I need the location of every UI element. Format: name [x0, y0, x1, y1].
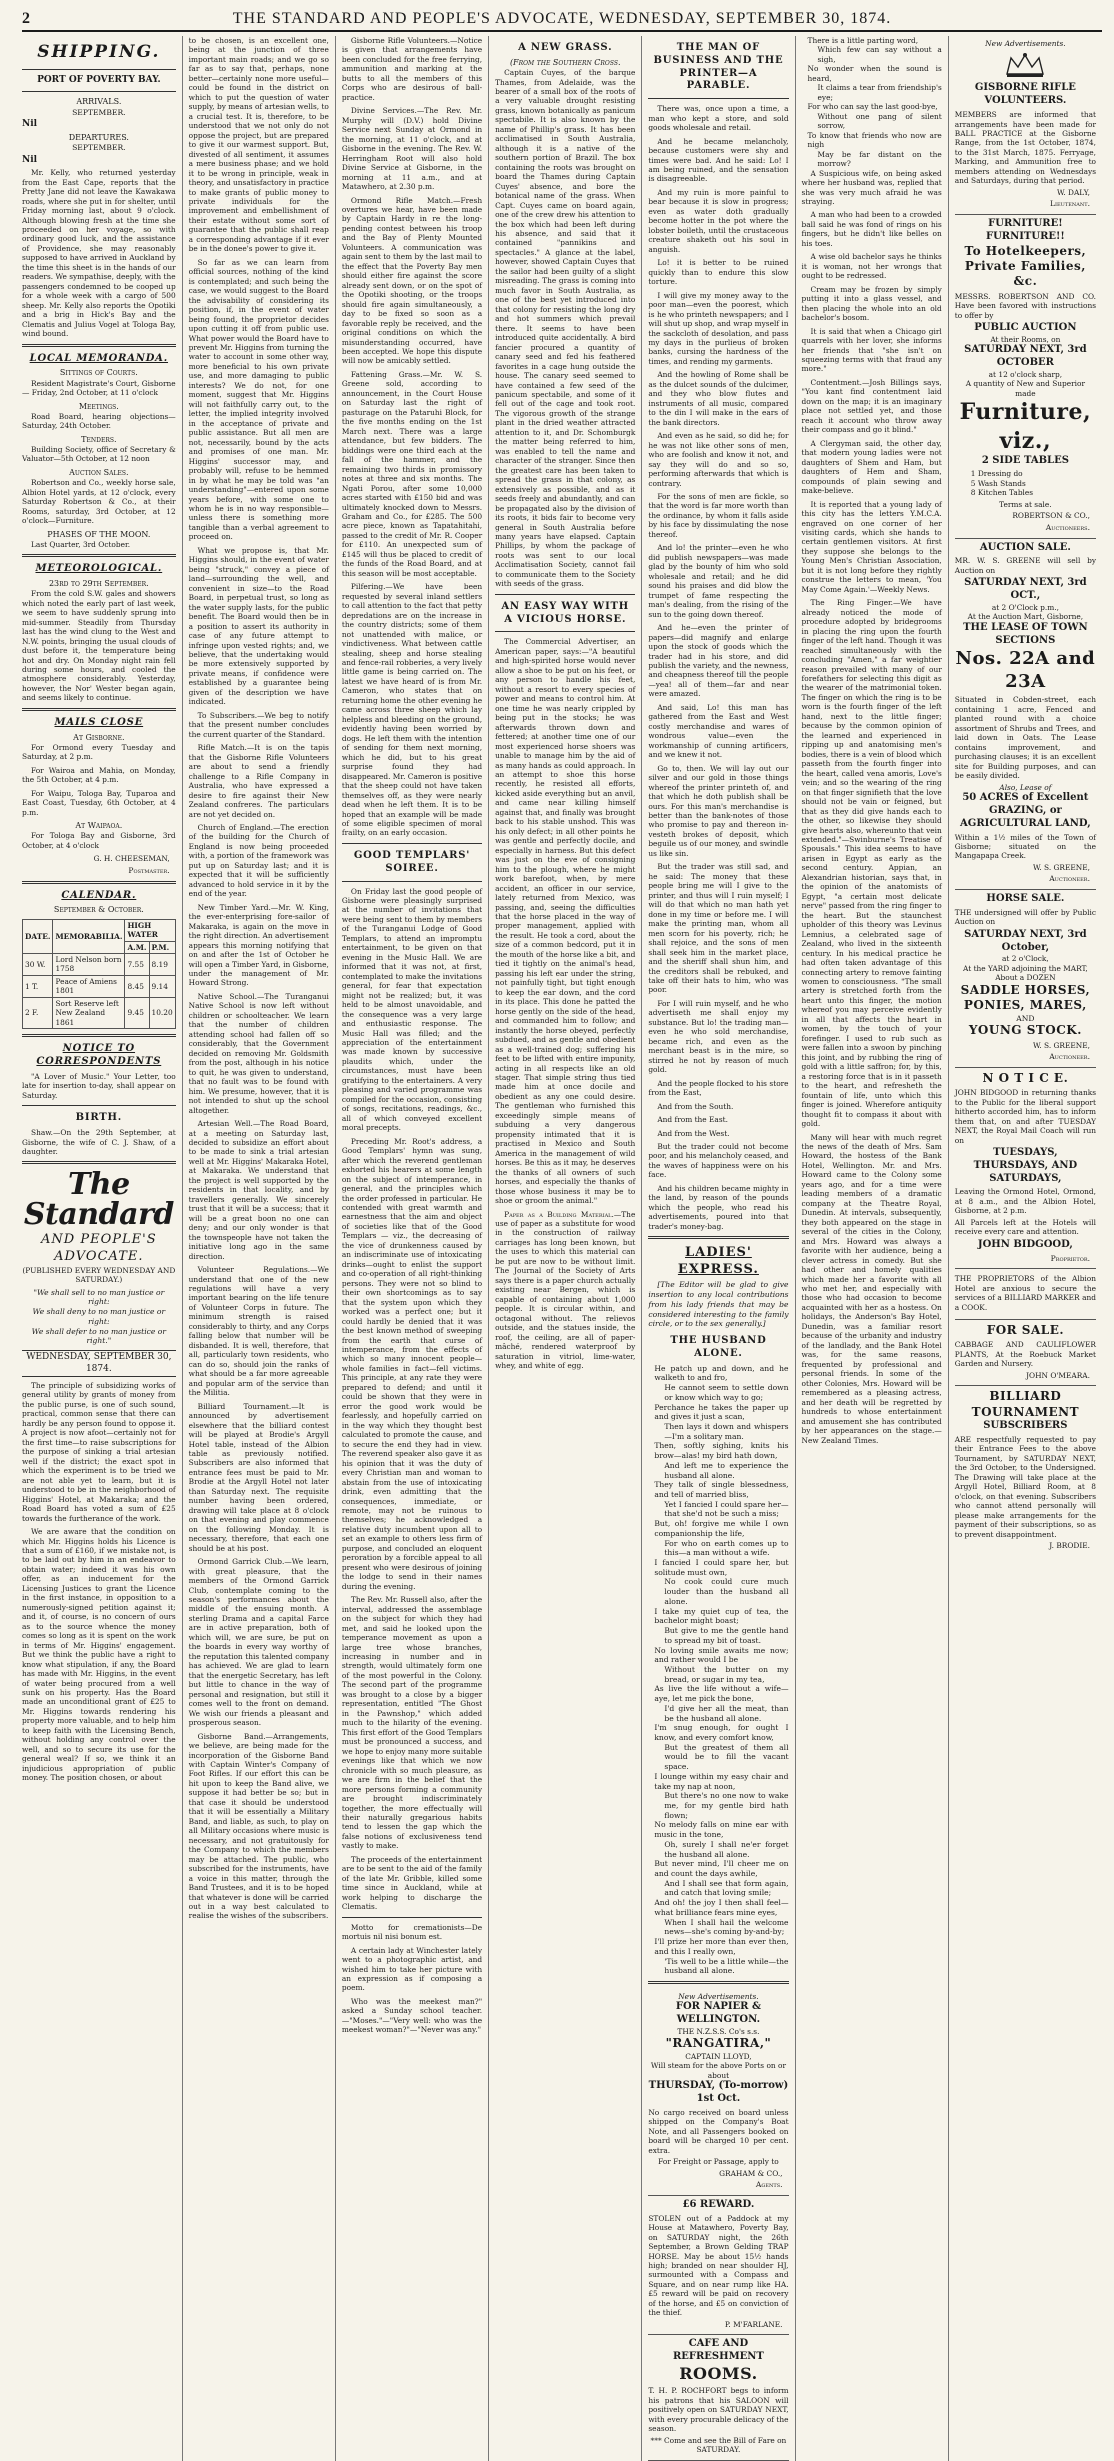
local-memoranda-heading: LOCAL MEMORANDA. [29, 352, 169, 364]
poem-line: As live the life without a wife—aye, let me pick the bone, [654, 1684, 789, 1704]
postmaster-role: Postmaster. [128, 865, 170, 875]
for-sale-title: FOR SALE. [986, 1323, 1065, 1338]
news-item: Cream may be frozen by simply putting it into a glass vessel, and then placing the whole into an old bachelor's bosom. [801, 284, 942, 323]
billiard-title: BILLIARD TOURNAMENT [971, 1389, 1080, 1419]
article-paragraph: For the sons of men are fickle, so that the word is far more worth than the ordinance, by whom it falls aside by his face by dissimulating the nose thereof. [648, 492, 789, 539]
article-paragraph: Captain Cuyes, of the barque Thames, from Adelaide, was the bearer of a small box of the roots of a very valuable drought resisting grass, known botanically as panicum spectabile. It is also known by the name of Phillip's grass. It has been acclimatised in South Australia, although it is a native of the southern portion of Brazil. The box containing the roots was brought on board the Thames during Captain Cuyes' absence, and bore the botanical name of the grass. When Capt. Cuyes came on board again, one of the crew drew his attention to the box which had been left during his absence, and said that it contained "pannikins and spectacles." A glance at the label, however, showed Captain Cuyes that the sailor had been guilty of a slight misreading. The grass is coming into much favor in South Australia, as one of the best yet introduced into that colony for resisting the long dry and hot summers which prevail there. It seems to have been introduced quite accidentally. A bird fancier procured a quantity of canary seed and fed his feathered favorites in a cage hung outside the house. The canary seed seemed to have contained a few seed of the panicum spectabile, and some of it fell out of the cage and took root. The vigorous growth of the strange plant in the dried weather attracted attention to it, and Dr. Schomburgk the matter being referred to him, was enabled to tell the name and character of the stranger. Since then the greatest care has been taken to spread the grass in that colony, as extensively as possible, and as it seeds freely and abundantly, and can be propagated also by the division of its roots, it bids fair to become very general in South Australia before many years have elapsed. Captain Phillips, by whom the package of roots was sent to our local Acclimatisation Society, cannot fail to communicate them to the Society with seeds of the grass. [495, 68, 636, 589]
meetings-text: Road Board, hearing objections—Saturday, 24th October. [22, 411, 176, 431]
poem-line: May be far distant on the morrow? [817, 149, 942, 169]
poem-line: I take my quiet cup of tea, the bachelor might boast; [654, 1606, 789, 1626]
poem-line: No melody falls on mine ear with music in the tone, [654, 1820, 789, 1840]
lease-auction-intro: MR. W. S. GREENE will sell by Auction on [954, 556, 1096, 575]
article-paragraph: I will give my money away to the poor man—even the poorest, which is he who printeth newspapers; and I will shut up shop, and wrap myself in the sackcloth of desolation, and pass my days in the purlieus of broken banks, cursing the hardness of the times, and rending my garments. [648, 290, 789, 366]
departures-sub: SEPTEMBER. [72, 142, 126, 152]
calendar-col-date: DATE. [23, 919, 53, 953]
lease-auction-signature: W. S. GREENE, [1033, 862, 1090, 872]
news-item: Motto for cremationists—De mortuis nil nisi bonum est. [341, 1922, 483, 1942]
auction-sales-heading: Auction Sales. [69, 467, 129, 477]
rifle-volunteers-rank: Lieutenant. [1050, 199, 1090, 209]
poem-line: They talk of single blessedness, and tell of married bliss, [654, 1480, 789, 1499]
calendar-sub: September & October. [53, 905, 144, 915]
cafe-ad-text: T. H. P. ROCHFORT begs to inform his patrons that his SALOON will positively open on SATURDAY NEXT, with every procurable delicacy of the season. [648, 2386, 789, 2434]
horse-sale-intro: THE undersigned will offer by Public Auction on [954, 907, 1096, 927]
napier-ad-captain: CAPTAIN LLOYD, [685, 2051, 752, 2061]
husband-alone-poem [648, 1364, 788, 1976]
coach-notice-route: Leaving the Ormond Hotel, Ormond, at 8 a.m., and the Albion Hotel, Gisborne, at 2 p.m. [954, 1187, 1096, 1216]
coach-notice-ad [955, 1068, 1096, 1269]
news-item: A man who had been to a crowded ball said he was fond of rings on his fingers, but he didn't like belles on his toes. [801, 210, 942, 248]
lease-auction-date: SATURDAY NEXT, 3rd OCT., [964, 577, 1087, 602]
horse-sale-yard: At the YARD adjoining the MART, [963, 963, 1088, 973]
furniture-time: at 12 o'clock sharp, [988, 369, 1063, 379]
napier-ad-date: THURSDAY, (To-morrow) 1st Oct. [648, 2080, 789, 2105]
nameplate-published: (PUBLISHED EVERY WEDNESDAY AND SATURDAY.) [22, 1265, 176, 1285]
calendar-col-pm: P.M. [149, 941, 175, 953]
editorial-paragraph: to be chosen, is an excellent one, being at the junction of three important main roads; and we go so far as to say that, perhaps, none better—certainly none more useful—could be found in the district on which to put the question of water supply, by means of artesian wells, to a crucial test. It is, therefore, to be understood that we not only do not oppose the project, but are prepared to give it our warmest support. But, divested of all sentiment, it assumes a mere business phase; and we hold it to be wrong in principle, weak in theory, and unsatisfactory in practice to make grants of public money to private individuals for the improvement and embellishment of their estate without some sort of guarantee that the public shall reap a corresponding advantage if it ever be in the donee's power to give it. [188, 36, 329, 254]
tenders-heading: Tenders. [81, 434, 117, 444]
birth-heading: BIRTH. [75, 1112, 123, 1124]
rifle-volunteers-ad [955, 36, 1096, 215]
nameplate [22, 1167, 176, 1285]
napier-ad-conditions: No cargo received on board unless shipped on the Company's Boat Note, and all Passengers booked on board will be charged 10 per cent. extra. [648, 2107, 789, 2155]
poem-line: No wonder when the sound is heard, [807, 64, 942, 83]
poem-line: No loving smile awaits me now; and rather would I be [654, 1645, 789, 1665]
arrivals-heading: ARRIVALS. [76, 97, 122, 107]
coach-notice-parcels: All Parcels left at the Hotels will receive every care and attention. [954, 1217, 1096, 1237]
poem-line: Without one pang of silent sorrow, [817, 111, 942, 131]
poem-line: But give to me the gentle hand to spread my bit of toast. [664, 1626, 789, 1645]
reward-ad-text: STOLEN out of a Paddock at my House at Matawhero, Poverty Bay, on SATURDAY night, the 26th September, a Brown Gelding TRAP HORSE. May be about 15½ hands high; branded on near shoulder HJ, surmounted with a Compass and Square, and on near rump like HA. £5 reward will be paid on recovery of the horse, and £5 on conviction of the thief. [648, 2213, 789, 2318]
horse-sale-role: Auctioneer. [1049, 1052, 1090, 1062]
napier-ad-label: New Advertisements. [678, 1991, 759, 2001]
meteorological-dates: 23rd to 29th September. [48, 579, 149, 589]
arrivals-nil: Nil [22, 119, 38, 130]
notice-correspondents-text: "A Lover of Music." Your Letter, too late for insertion to-day, shall appear on Saturday. [22, 1071, 176, 1100]
editorial-paragraph: So far as we can learn from official sources, nothing of the kind is contemplated; and such being the case, we would suggest to the Board the advisability of considering its position, if, in the event of water being found, the proprietor decides upon cutting it off from public use. What power would the Board have to prevent Mr. Higgins from turning the water to account in some other way, more beneficial to his own private use, and more damaging to public interests? We do not, for one moment, suggest that Mr. Higgins will not faithfully carry out, to the letter, the implied integrity involved in the acceptance of private and public assistance. But all men are not, necessarily, bound by the acts and promises of one man. Mr. Higgins' successor may, and probably will, refuse to be hemmed in by what he may be told was "an understanding"—entered upon some years before, with some one to whom he is in no way responsible—unless there is something more tangible than a verbal agreement to proceed on. [188, 257, 329, 542]
napier-ad-text: Will steam for the above Ports on or about [650, 2061, 786, 2080]
horse-sale-title: HORSE SALE. [986, 893, 1065, 905]
poem-line: He patch up and down, and he walketh to and fro, [654, 1363, 789, 1383]
dateline: WEDNESDAY, SEPTEMBER 30, 1874. [22, 1350, 176, 1377]
poem-line: Then lays it down and whispers—I'm a solitary man. [664, 1421, 789, 1441]
meteorological-heading: METEOROLOGICAL. [35, 563, 163, 575]
table-row: 1 T. Peace of Amiens 1801 8.45 9.14 [23, 975, 176, 997]
horse-sale-signature: W. S. GREENE, [1033, 1040, 1090, 1050]
article-paragraph: The proceeds of the entertainment are to be sent to the aid of the family of the late Mr. Gribble, killed some time since in Auckland, while at work helping to discharge the Clematis. [341, 1854, 483, 1912]
poem-line: I'll prize her more than ever then, and this I really own, [654, 1937, 789, 1956]
news-item: It is said that when a Chicago girl quarrels with her lover, she informs her friends that "she isn't on squeezing terms with that fraud any more." [801, 326, 942, 374]
furniture-audience: To Hotelkeepers, Private Families, &c. [964, 243, 1087, 289]
poem-line: Yet I fancied I could spare her—that she'd not be such a miss; [664, 1499, 789, 1519]
nameplate-subtitle: AND PEOPLE'S ADVOCATE. [41, 1232, 157, 1265]
article-paragraph: And the howling of Rome shall be as the dulcet sounds of the dulcimer, and they who blow flutes and instruments of all music, compared to the din I will make in the ears of the bank directors. [648, 370, 789, 427]
parable-heading: THE MAN OF BUSINESS AND THE PRINTER—A PARABLE. [653, 42, 784, 92]
article-paragraph: And my ruin is more painful to bear because it is slow in progress; even as water doth gradually become hotter in the pot where the lobster boileth, until the crustaceous creature shaketh out his soul in anguish. [648, 187, 789, 254]
article-paragraph: Preceding Mr. Root's address, a Good Templars' hymn was sung, after which the reverend gentleman exhorted his hearers at some length on the subject of intemperance, in general, and the principles which the order professed in particular. He contended with great warmth and earnestness that the aim and object of societies like that of the Good Templars — viz., the decreasing of the vice of drunkenness caused by an indiscriminate use of intoxicating drinks—ought to enlist the support and co-operation of all right-thinking persons. They were not so blind to their own shortcomings as to say that the system upon which they worked was a perfect one; but it could hardly be denied that it was the best known method of sweeping from the earth that curse of intemperance, from the effects of which so many innocent people—whole families in fact—fell victims. This principle, at any rate they were prepared to defend; and until it could be shown that they were in error the good work would be fearlessly, and hopefully carried on in the way which they thought best calculated to promote the cause, and to secure the end they had in view. The reverend speaker also gave it as his opinion that it was the duty of every Christian man and woman to abstain from the use of intoxicating drink, even admitting that the consequences, immediate, or remote, may not be ruinous to themselves; he acknowledged a relative duty incumbent upon all to set an example to others less firm of purpose, and concluded an eloquent peroration by a forcible appeal to all present who were desirous of joining the lodge to send in their names during the evening. [341, 1136, 483, 1591]
moon-text: Last Quarter, 3rd October. [31, 539, 131, 549]
mails-heading: MAILS CLOSE [54, 716, 144, 728]
poem-line: But, oh! forgive me while I own companionship the life, [654, 1519, 789, 1538]
poem-line: I lounge within my easy chair and take my nap at noon, [654, 1771, 789, 1791]
parting-word-poem [802, 36, 942, 169]
reward-ad-title: £6 REWARD. [682, 2198, 755, 2210]
furniture-terms: Terms at sale. [999, 499, 1052, 509]
news-item: It is reported that a young lady of this city has the letters Y.M.C.A. engraved on one corner of her visiting cards, which she hands to certain gentlemen visitors. At first they suppose she belongs to the Young Men's Christian Association, but it is not long before they rightly construe the letters to mean, 'You May Come Again.'—Weekly News. [801, 499, 942, 594]
list-item: 8 Kitchen Tables [970, 488, 1034, 498]
poem-line: Without the butter on my bread, or sugar in my tea, [664, 1664, 789, 1684]
article-paragraph: There was, once upon a time, a man who kept a store, and sold goods wholesale and retail. [648, 104, 789, 133]
lease-auction-ad [955, 539, 1096, 891]
lease-auction-acres: 50 ACRES of Excellent GRAZING, or AGRICULTURAL LAND, [960, 792, 1091, 829]
cafe-ad-heading: CAFE AND REFRESHMENT [672, 2338, 764, 2363]
furniture-title: Furniture, viz., [959, 399, 1092, 454]
poem-line: Which few can say without a sigh, [817, 45, 942, 64]
news-item: Rifle Match.—It is on the tapis that the Gisborne Rifle Volunteers are about to send a friendly challenge to a Rifle Company in Australia, who have expressed a desire to fire against their New Zealand confreres. The particulars are not yet decided on. [188, 743, 329, 819]
for-sale-text: CABBAGE AND CAULIFLOWER PLANTS, At the Roebuck Market Garden and Nursery. [954, 1340, 1096, 1369]
poem-line: I fancied I could spare her, but solitude must own, [654, 1558, 789, 1577]
poem-line: Perchance he takes the paper up and gives it just a scan, [654, 1402, 789, 1422]
poem-line: To know that friends who now are nigh [807, 130, 942, 150]
calendar-col-am: A.M. [125, 941, 149, 953]
ladies-express-heading: LADIES' EXPRESS. [677, 1245, 759, 1277]
article-paragraph: And from the South. [657, 1101, 734, 1111]
poem-line: It claims a tear from friendship's eye; [817, 83, 942, 102]
horse-sale-date: SATURDAY NEXT, 3rd October, [964, 928, 1087, 953]
napier-ad-ship: "RANGATIRA," [665, 2036, 772, 2051]
news-item: Many will hear with much regret the news of the death of Mrs. Sam Howard, the hostess of the Bank Hotel, Wellington. Mr. and Mrs. Howard came to the Colony some years ago, and for a time were leading members of a dramatic company at the Theatre Royal, Dunedin. At intervals, subsequently, they both appeared on the stage in several of the cities in the Colony, and Mrs. Howard was always a favorite with her audience, being a clever actress in comedy. But she had other and homely qualities which made her a favorite with all who met her, and especially with those who had occasion to become acquainted with her as a hostess. On holidays, the Anderson's Bay Hotel, Dunedin, was a familiar resort because of the urbanity and industry of the landlady, and the Bank Hotel was, for the same reasons, frequented by professional and personal friends. In some of the other Colonies, Mrs. Howard will be remembered as a pleasing actress, and her death will be regretted by hundreds to whose entertainment and amusement she has contributed by her appearances on the stage.—New Zealand Times. [801, 1132, 942, 1445]
horse-sale-and: AND [1016, 1013, 1035, 1023]
article-paragraph: For I will ruin myself, and he who advertiseth me shall enjoy my substance. But lo! the trading man—even he who sold merchandise, became rich, and even as the merchant beast is in the mire, so stirred he not by reason of much gold. [648, 998, 789, 1075]
sittings-heading: Sittings of Courts. [59, 368, 138, 378]
article-paragraph: But the trader could not become poor, and his melancholy ceased, and the waves of happiness were on his face. [648, 1142, 789, 1180]
lease-auction-place: At the Auction Mart, Gisborne, [967, 612, 1084, 622]
furniture-public-auction: PUBLIC AUCTION [974, 322, 1077, 334]
new-grass-source: (From the Southern Cross. [509, 57, 621, 67]
news-item: Gisborne Rifle Volunteers.—Notice is given that arrangements have been concluded for the free ferrying, ammunition and marking at the butts to all the members of this Corps who are desirous of ball-practice. [341, 36, 483, 102]
column-7-advertisements [955, 36, 1102, 2461]
poem-line: But the greatest of them all would be to fill the vacant space. [664, 1742, 789, 1772]
sittings-text: Resident Magistrate's Court, Gisborne — Friday, 2nd October, at 11 o'clock [22, 378, 176, 398]
napier-ad [648, 1989, 788, 2196]
lease-auction-also: Also, Lease of [999, 782, 1052, 792]
article-paragraph: And he became melancholy, because customers were shy and times were bad. And he said: Lo! I am being ruined, and the sensation is disagreeable. [648, 136, 789, 184]
horse-sale-young-stock: YOUNG STOCK. [968, 1023, 1082, 1038]
meetings-heading: Meetings. [78, 401, 119, 411]
mails-at-waipaoa: At Waipaoa. [75, 821, 123, 831]
article-paragraph: And from the East. [657, 1115, 728, 1125]
cafe-ad-title: ROOMS. [679, 2363, 758, 2383]
calendar-col-memo: MEMORABILIA. [53, 919, 125, 953]
editorial-paragraph: What we propose is, that Mr. Higgins should, in the event of water being "struck," convey a piece of land—surrounding the well, and convenient in size—to the Road Board, in perpetual trust, so long as the water supply lasts, for the public benefit. The Board would then be in a position to assert its authority in case of any future attempt to infringe upon vested rights; and, we believe, that the undertaking would be more extensively supported by private means, if confidence were established by a guarantee being given of the description we have indicated. [188, 545, 329, 707]
rifle-volunteers-text: MEMBERS are informed that arrangements have been made for BALL PRACTICE at the Gisborne Range, from the 1st October, 1874, to the 31st March, 1875. Ferryage, Marking, and Ammunition free to members attending on Wednesdays and Saturdays, during that period. [954, 110, 1096, 186]
page-number: 2 [22, 10, 30, 27]
column-6 [802, 36, 949, 2461]
new-grass-heading: A NEW GRASS. [518, 42, 613, 53]
news-item: A wise old bachelor says he thinks it is woman, not her wrongs that ought to be redressed. [801, 252, 942, 281]
news-item: Gisborne Band.—Arrangements, we believe, are being made for the incorporation of the Gisborne Band with Captain Winter's Company of Foot Rifles. If our effort this can be hit upon to keep the Band alive, we suppose it had better be so; but in that case it should be understood that it will be essentially a Military Band, and liable, as such, to play on all Military occasions where music is necessary, and not gratuitously for the Company to which the members may be attached. The public, who subscribed for the instruments, have a voice in this matter, through the Band Trustees, and it is to be hoped that whatever is done will be carried out in a way best calculated to realise the wishes of the subscribers. [188, 1731, 329, 1921]
new-advertisements-label: New Advertisements. [985, 39, 1066, 48]
furniture-date: SATURDAY NEXT, 3rd OCTOBER [964, 344, 1087, 369]
news-item: A Clergyman said, the other day, that modern young ladies were not daughters of Shem and Ham, but daughters of Hem and Sham, compounds of plain sewing and make-believe. [801, 438, 942, 496]
furniture-rooms: At their Rooms, on [990, 334, 1061, 344]
lease-auction-location: Within a 1½ miles of the Town of Gisborne; situated on the Mangapapa Creek. [954, 832, 1096, 861]
news-item: Church of England.—The erection of the building for the Church of England is now being proceeded with, a portion of the framework was put up on Saturday last; and it is expected that it will be sufficiently advanced to hold service in it by the end of the year. [188, 822, 329, 899]
column-4 [495, 36, 642, 2461]
napier-ad-title: FOR NAPIER & WELLINGTON. [675, 2001, 762, 2026]
news-item: Native School.—The Turanganui Native School is now left without children or schoolteacher. We learn that the number of children attending school had fallen off so considerably, that the Government decided on removing Mr. Goldsmith from the post, although in his notice to quit, he was given to understand, that no fault was to be found with him. We presume, however, that it is not intended to shut up the school altogether. [188, 991, 329, 1115]
masthead [22, 8, 1102, 32]
rifle-volunteers-signature: W. DALY, [1057, 187, 1090, 197]
article-paragraph: Lo! it is better to be ruined quickly than to endure this slow torture. [648, 258, 789, 287]
husband-alone-heading: THE HUSBAND ALONE. [670, 1335, 767, 1359]
paper-text: —The use of paper as a substitute for wood in the construction of railway carriages has long been known, but the uses to which this material can be put are now to be without limit. The Journal of the Society of Arts says there is a paper church actually existing near Bergen, which is capable of containing about 1,000 people. It is circular within, and octagonal without. The relievos outside, and the statues inside, the roof, the ceiling, are all of paper-mâché, rendered waterproof by saturation in vitriol, lime-water, whey, and white of egg. [495, 1209, 636, 1371]
article-paragraph: And he—even the printer of papers—did magnify and enlarge upon the stock of goods which the trader had in his store, and did publish the variety, and the newness, and cheapness thereof till the people—yea! all of them—far and near were amazed. [648, 623, 789, 699]
article-paragraph: The Rev. Mr. Russell also, after the interval, addressed the assemblage on the subject for which they had met, and said he looked upon the temperance movement as upon a large tree whose branches, increasing in number and in strength, would ultimately form one of the most powerful in the Colony. The second part of the programme was brought to a close by a bigger representation, entitled "The Ghost in the Pawnshop," which added much to the hilarity of the evening. This first effort of the Good Templars must be pronounced a success, and we hope to enjoy many more suitable evenings like that which we now chronicle with so much pleasure, as we are firm in the belief that the more persons forming a community are brought indiscriminately together, the more effectually will their naturally gregarious habits tend to lessen the gap which the false notions of exclusiveness tend vastly to make. [341, 1595, 483, 1851]
mail-item: For Waipu, Tologa Bay, Tuparoa and East Coast, Tuesday, 6th October, at 4 p.m. [22, 788, 176, 817]
poem-line: There is a little parting word, [807, 36, 919, 45]
editorial-paragraph: The principle of subsidizing works of general utility by grants of money from the public purse, is one of such sound, practical, common sense that there can hardly be any person found to oppose it. A project is now afoot—certainly not for the first time—to raise subscriptions for the purpose of sinking a trial artesian well if the district; the exact spot in which the experiment is to be tried we are not able yet to learn, but it is understood to be in the neighborhood of Higgins' Hotel, at Makaraka; and the Road Board has voted a sum of £25 towards the furtherance of the work. [22, 1381, 176, 1523]
paper-heading: Paper as a Building Material. [504, 1209, 614, 1219]
article-paragraph: And lo! the printer—even he who did publish newspapers—was made glad by the bounty of him who sold wholesale and retail; and he did sound his praises and did blow the trumpet of fame respecting the man's dealing, from the rising of the sun to the going down thereof. [648, 543, 789, 619]
column-3 [342, 36, 489, 2461]
crown-crest-icon [955, 52, 1096, 78]
coach-notice-title: N O T I C E. [982, 1070, 1069, 1085]
article-paragraph: And the people flocked to his store from the East, [648, 1078, 789, 1098]
napier-ad-agent: GRAHAM & CO., [719, 2168, 783, 2178]
tenders-text: Building Society, office of Secretary & Valuator—5th October, at 12 noon [22, 445, 176, 464]
mail-item: For Tologa Bay and Gisborne, 3rd October, at 4 o'clock [22, 831, 176, 850]
poem-line: Then, softly sighing, knits his brow—alas! my bird hath down, [654, 1441, 789, 1461]
horse-sale-items: SADDLE HORSES, PONIES, MARES, [960, 982, 1091, 1013]
furniture-tables: 2 SIDE TABLES [981, 454, 1069, 466]
napier-ad-company: THE N.Z.S.S. Co's s.s. [677, 2027, 760, 2036]
news-item: Fattening Grass.—Mr. W. S. Greene sold, according to announcement, in the Court House on Saturday last the right of pasturage on the Pataruhi Block, for the five months ending on the 1st March next. There was a large attendance, but few bidders. The biddings were one third each at the fall of the hammer, and the remaining two thirds in promissory notes at three and six months. The Ngati Porou, after some 10,000 acres started with £150 bid and was ultimately knocked down to Messrs. Graham and Co., for £285. The 500 acre piece, known as Tapatahitahi, passed to the credit of Mr. R. Cooper for £110. An unexpected sum of £145 will thus be placed to credit of the funds of the Road Board, and at this season will be most acceptable. [341, 369, 483, 578]
reward-ad-signature: P. M'FARLANE. [724, 2319, 783, 2329]
shipping-heading: SHIPPING. [37, 42, 161, 62]
news-item: Pilfering.—We have been requested by several inland settlers to call attention to the fact that petty depredations are on the increase in the country districts; some of them not unattended with malice, or vindictiveness. What between cattle stealing, sheep and horse stealing and fence-rail robberies, a very lively little game is being carried on. The latest we have heard of is from Mr. Cameron, who states that on returning home the other evening he came across three sheep which lay helpless and bleeding on the ground, evidently having been worried by dogs. He left them with the intention of sending for them next morning, which he did, but to his great surprise found they had disappeared. Mr. Cameron is positive that the sheep could not have taken themselves off, as they were nearly dead when he left them. It is to be hoped that an example will be made of some eligible specimen of moral frailty, on an early occasion. [341, 582, 483, 838]
napier-ad-agent-role: Agents. [755, 2180, 783, 2190]
lease-auction-lease: THE LEASE OF TOWN SECTIONS [963, 621, 1088, 646]
reward-ad [648, 2196, 788, 2335]
poem-line: But never mind, I'll cheer me on and count the days awhile, [654, 1859, 789, 1879]
meteorological-text: From the cold S.W. gales and showers which noted the early part of last week, we seem to have suddenly sprung into mid-summer. Steadily from Thursday last has the wind clung to the West and N.W. points, bringing the usual clouds of dust before it, the temperature being hot and dry. On Monday night rain fell during some hours, and cooled the atmosphere considerably. Yesterday, however, the Nor' Wester began again, and seems likely to continue. [22, 589, 176, 703]
rifle-volunteers-title: GISBORNE RIFLE VOLUNTEERS. [974, 82, 1076, 107]
horse-sale-ad [955, 890, 1096, 1068]
article-paragraph: And said, Lo! this man has gathered from the East and West costly merchandise and wares of wondrous value—even the workmanship of cunning artificers, and we knew it not. [648, 702, 789, 760]
coach-notice-role: Proprietor. [1050, 1253, 1090, 1263]
departures-nil: Nil [22, 154, 38, 165]
mail-item: For Ormond every Tuesday and Saturday, at 2 p.m. [22, 742, 176, 762]
poem-line: 'Tis well to be a little while—the husband all alone. [664, 1956, 789, 1976]
horse-sale-time: at 2 o'Clock, [1002, 954, 1049, 964]
page-title: THE STANDARD AND PEOPLE'S ADVOCATE, WEDNESDAY, SEPTEMBER 30, 1874. [232, 10, 892, 27]
news-item: New Timber Yard.—Mr. W. King, the ever-enterprising fore-sailor of Makaraka, is again on the move in the right direction. An advertisement appears this morning notifying that on and after the 1st of October he will open a Timber Yard, in Gisborne, under the management of Mr. Howard Strong. [188, 902, 329, 988]
article-paragraph: Go to, then. We will lay out our silver and our gold in those things whereof the printer printeth of, and that which he doth publish shall be ours. For this man's merchandise is better than the bank-notes of those who promise to pay and thereon in-vesteth brokes of deposit, which beguile us of our money, and swindle us like sin. [648, 763, 789, 858]
mails-at: At Gisborne. [73, 732, 125, 742]
poem-line: For who on earth comes up to this—a man without a wife. [664, 1538, 789, 1558]
poem-line: I'd give her all the meat, than be the husband all alone. [664, 1703, 789, 1723]
list-item: 5 Wash Stands [970, 478, 1026, 488]
albion-ad [955, 1269, 1096, 1320]
poem-line: But there's no one now to wake me, for my gentle bird hath flown; [664, 1791, 789, 1820]
calendar-table [22, 919, 176, 1030]
columns [22, 36, 1102, 2455]
moon-heading: PHASES OF THE MOON. [47, 529, 151, 539]
poem-line: And oh! the joy I then shall feel—what brilliance fears mine eyes, [654, 1898, 789, 1917]
lease-auction-role: Auctioneer. [1049, 874, 1090, 884]
lease-auction-text: Situated in Cobden-street, each containing 1 acre, Fenced and planted round with a choice assortment of Shrubs and Trees, and laid down in Oats. The Lease contains improvement, and purchasing clauses; it is an excellent site for Building purposes, and can be easily divided. [954, 695, 1096, 781]
news-item: Who was the meekest man?" asked a Sunday school teacher.—"Moses."—"Very well: who was the meekest woman?"—"Never was any." [341, 1996, 483, 2035]
birth-text: Shaw.—On the 29th September, at Gisborne, the wife of C. J. Shaw, of a daughter. [22, 1128, 176, 1157]
furniture-ad [955, 215, 1096, 539]
billiard-ad [955, 1386, 1096, 1555]
furniture-role: Auctioneers. [1045, 522, 1090, 532]
news-item: Artesian Well.—The Road Board, at a meeting on Saturday last, decided to subsidize an effort about to be made to sink a trial artesian well at Mr. Higgins' Makaraka Hotel, at Makaraka. We understand that the project is well supported by the residents in that locality, and by travellers generally. We sincerely trust that it will be a success; that it will be a great boon no one can deny; and our only wonder is that the townspeople have not taken the initiative long ago in the same direction. [188, 1119, 329, 1261]
news-item: Divine Services.—The Rev. Mr. Murphy will (D.V.) hold Divine Service next Sunday at Ormond in the morning, at 11 o'clock, and at Gisborne in the evening. The Rev. W. Herringham Root will also hold Divine Service at Gisborne, in the morning at 11 a.m., and at Matawhero, at 2.30 p.m. [341, 106, 483, 192]
billiard-signature: J. BRODIE. [1049, 1541, 1090, 1551]
auction-sales-text: Robertson and Co., weekly horse sale, Albion Hotel yards, at 12 o'clock, every Saturday Robertson & Co., at their Rooms, saturday, 3rd October, at 12 o'clock—Furniture. [22, 478, 176, 526]
poem-line: I'm snug enough, for ought I know, and every comfort know, [654, 1723, 789, 1742]
albion-ad-text: THE PROPRIETORS of the Albion Hotel are anxious to secure the services of a BILLIARD MARKER and a COOK. [954, 1274, 1096, 1312]
news-item: Contentment.—Josh Billings says, "You kant find contentment laid down on the map; it is an imaginary place not settled yet, and those reach it account who throw away their compass and go it blind." [801, 377, 942, 435]
horse-sale-about: About a DOZEN [995, 973, 1056, 983]
ladies-express-note: [The Editor will be glad to give insertion to any local contributions from his lady friends that may be considered interesting to the family circle, or to the sex generally.] [648, 1280, 789, 1329]
news-item: Volunteer Regulations.—We understand that one of the new regulations will have a very important bearing on the life tenure of Volunteer Corps in future. The minimum strength is raised considerably to thirty, and any Corps falling below that number will be disbanded. It is well, therefore, that all, particularly town residents, who can do so, should join the ranks of what should be a far more agreeable and popular arm of the service than the Militia. [188, 1265, 329, 1398]
motto: "We shall sell to no man justice or right: We shall deny to no man justice or right: We shall defer to no man justice or right." [31, 1287, 166, 1346]
cafe-ad-footer: *** Come and see the Bill of Fare on SATURDAY. [650, 2435, 787, 2455]
lease-auction-title: AUCTION SALE. [979, 541, 1071, 553]
poem-line: Oh, surely I shall ne'er forget the husband all alone. [664, 1839, 789, 1859]
cafe-ad [648, 2335, 788, 2460]
poem-line: No cook could cure much louder than the husband all alone. [664, 1577, 789, 1606]
napier-ad-freight: For Freight or Passage, apply to [658, 2157, 779, 2167]
nameplate-title: The Standard [23, 1167, 174, 1233]
editorial-paragraph: We are aware that the condition on which Mr. Higgins holds his Licence is that a sum of £160, if we mistake not, is to be laid out by him in an endeavor to obtain water; indeed it was his own offer, as an inducement for the Licensing Justices to grant the Licence in the first instance, in opposition to a numerously-signed petition against it; and it, of course, is no concern of ours as to the source whence the money comes so long as it is spent on the work in terms of Mr. Higgins' engagement. But we think the public have a right to know what stipulation, if any, the Board has made with Mr. Higgins, in the event of water being procured from a well sunk on his property. Has the Board made an unconditional grant of £25 to Mr. Higgins towards rendering his property more valuable, and to help him to keep faith with the Licensing Bench, without holding any control over the well, and so to secure its use for the general weal? If so, we think it an injudicious appropriation of public money. The position chosen, or about [22, 1527, 176, 1783]
news-item: Billiard Tournament.—It is announced by advertisement elsewhere that the billiard contest will be played at Brodie's Argyll Hotel table, instead of the Albion table as previously notified. Subscribers are also informed that entrance fees must be paid to Mr. Brodie at the Argyll Hotel not later than Saturday next. The requisite number having been ordered, drawing will take place at 8 o'clock on that evening and play commence on the following Monday. It is necessary, therefore, that each one should be at his post. [188, 1401, 329, 1553]
article-paragraph: The Commercial Advertiser, an American paper, says:—"A beautiful and high-spirited horse would never allow a shoe to be put on his feet, or any person to handle his feet, without a resort to every species of power and means to control him. At one time he was nearly crippled by being put in the stocks; he was afterwards thrown down and fettered; at another time one of our most experienced horse shoers was unable to manage him by the aid of as many hands as could approach. In an attempt to shoe this horse recently, he resisted all efforts, kicked aside everything but an anvil, and came near killing himself against that, and finally was brought back to his stable unshod. This was his only defect; in all other points he was gentle and perfectly docile, and especially in harness. But this defect was just on the eve of consigning him to the plough, where he might work barefoot, when, by mere accident, an officer in our service, lately returned from Mexico, was passing, and, seeing the difficulties that the horse placed in the way of proper management, applied with the result. He took a cord, about the size of a common bedcord, put it in the mouth of the horse like a bit, and tied it tightly on the animal's head, passing his left ear under the string, not painfully tight, but tight enough to keep the ear down, and the cord in its place. This done he patted the horse gently on the side of the head, and commanded him to follow; and instantly the horse obeyed, perfectly subdued, and as gentle and obedient as a well-trained dog; suffering his feet to be lifted with entire impunity, acting in all respects like an old stager. That simple string thus tied made him at once docile and obedient as any one could desire. The gentleman who furnished this exceedingly simple means of subduing a very dangerous propensity intimated that it is practised in Mexico and South America in the management of wild horses. Be this as it may, he deserves the thanks of all owners of such horses, and especially the thanks of those whose business it may be to shoe or groom the animal." [495, 637, 636, 1206]
lease-auction-sections: Nos. 22A and 23A [955, 648, 1096, 693]
column-5 [648, 36, 795, 2461]
calendar-col-high-water: HIGH WATER [125, 919, 175, 941]
mail-item: For Wairoa and Mahia, on Monday, the 5th October, at 4 p.m. [22, 765, 176, 785]
news-item: A certain lady at Winchester lately went to a photographic artist, and wished him to take her picture with an expression as if composing a poem. [341, 1945, 483, 1993]
article-paragraph: And his children became mighty in the land, by reason of the pounds which the people, who read his advertisements, poured into that trader's money-bag. [648, 1183, 789, 1231]
table-row: 2 F. Sort Reserve left New Zealand 1861 9.45 10.20 [23, 997, 176, 1028]
soiree-heading: GOOD TEMPLARS' SOIREE. [353, 849, 471, 874]
calendar-heading: CALENDAR. [61, 889, 137, 901]
lease-auction-time: at 2 O'Clock p.m., [991, 602, 1059, 612]
postmaster-name: G. H. CHEESEMAN, [93, 854, 170, 864]
furniture-quantity: A quantity of New and Superior made [965, 379, 1086, 398]
poem-line: He cannot seem to settle down or know which way to go; [664, 1383, 789, 1402]
table-row: 30 W. Lord Nelson born 1758 7.55 8.19 [23, 954, 176, 976]
port-heading: PORT OF POVERTY BAY. [37, 74, 161, 85]
coach-notice-signature: JOHN BIDGOOD, [977, 1238, 1073, 1250]
article-paragraph: But the trader was still sad, and he said: The money that these people bring me will I give to the printer, and thus will I ruin myself; I will do that which no man hath yet done in my time or before me. I will make the printing man, whom all men scorn for his poverty, rich; he shall rejoice, and the sons of men shall seek him in the market place, and the sheriff shall shun him, and the creditors shall be rebuked, and take off their hats to him, who was poor. [648, 862, 789, 995]
article-paragraph: And even as he said, so did he; for he was not like other sons of men, who are foolish and know it not, and say they will do and so so, performing afterwards that which is contrary. [648, 431, 789, 488]
billiard-text: ARE respectfully requested to pay their Entrance Fees to the above Tournament, by SATURDAY NEXT, the 3rd October, to the Undersigned. The Drawing will take place at the Argyll Hotel, Billiard Room, at 8 o'clock, on that evening. Subscribers who cannot attend personally will please make arrangements for the payment of their subscriptions, so as to prevent disappointment. [954, 1434, 1096, 1539]
poem-line: For who can say the last good-bye, [807, 102, 938, 112]
column-1 [22, 36, 183, 2461]
list-item: 1 Dressing do [970, 469, 1023, 479]
poem-line: And left me to experience the husband all alone. [664, 1460, 789, 1480]
arrivals-sub: SEPTEMBER. [72, 107, 126, 117]
coach-notice-days: TUESDAYS, THURSDAYS, AND SATURDAYS, [973, 1147, 1078, 1184]
news-item: A Suspicious wife, on being asked where her husband was, replied that she was very much afraid he was straying. [801, 168, 942, 206]
furniture-heading: FURNITURE! FURNITURE!! [985, 218, 1065, 242]
furniture-items [955, 469, 1096, 497]
news-item: Ormond Garrick Club.—We learn, with great pleasure, that the members of the Ormond Garrick Club, contemplate coming to the season's performances about the middle of the ensuing month. A sterling Drama and a capital Farce are in active preparation, both of which will, we are sure, be put on the boards in every way worthy of the reputation this talented company has achieved. We are glad to learn that the energetic Secretary, has left but little to chance in the way of personal and resignation, but still it comes well to the front on demand. We wish our friends a pleasant and prosperous season. [188, 1557, 329, 1728]
easy-way-heading: AN EASY WAY WITH A VICIOUS HORSE. [501, 600, 630, 625]
kelly-report: Mr. Kelly, who returned yesterday from the East Cape, reports that the Pretty Jane did not leave the Kawakawa roads, where she put in for shelter, until Friday morning last, about 9 o'clock. Although blowing fresh at the time she proceeded on her voyage, so with ordinary good luck, and the assistance of Providence, she may reasonably supposed to have arrived in Auckland by the time this sheet is in the hands of our readers. We sympathise, deeply, with the passengers condemned to be cooped up for a whole week with a cargo of 500 sheep. Mr. Kelly also reports the Opotiki and a brig in Hick's Bay and the Clematis and Julius Vogel at Tologa Bay, wind bound. [22, 168, 176, 339]
article-paragraph: On Friday last the good people of Gisborne were pleasingly surprised at the number of invitations that were being sent to them by members of the Turanganui Lodge of Good Templars, to attend an impromptu entertainment, to be given on that evening in the Music Hall. We are informed that it was not, at first, contemplated to make the invitations general, for fear that expectation might not be realized; but, it was held to be almost unavoidable, and the consequence was a very large and enthusiastic response. The Music Hall was filled; and the appreciation of the entertainment was made known by successive plaudits which, under the circumstances, must have been gratifying to the entertainers. A very pleasing and varied programme was compiled for the occasion, consisting of songs, recitations, readings, &c., all of which conveyed excellent moral precepts. [341, 886, 483, 1133]
news-item: The Ring Finger.—We have already noticed the mode of procedure adopted by bridegrooms in placing the ring upon the fourth finger of the left hand. Though it was reached simultaneously with the concluding "Amen," a far weightier reason prevailed with many of our forefathers for selecting this digit as the wearer of the matrimonial token. The finger on which the ring is to be worn is the fourth finger of the left hand, next to the little finger; because by the common opinion of the learned and experienced in ripping up and anatomising men's bodies, there is a vein of blood which passeth from the fourth finger into the heart, called vena amoris, Love's vein; and so the wearing of the ring on that finger signifieth that the love should not be vain or feigned, but that as they did give hands each to the other, so likewise they should give hearts also, whereunto that vein extended."—Swinburne's Treatise of Spousals." This idea seems to have arisen in Egypt as early as the second century. Appian, an Alexandrian historian, says that, in the opinion of the anatomists of Egypt, "a certain most delicate nerve" passed from the ring finger to the heart. But the staunchest upholder of this theory was Levinus Lemnius, a celebrated sage of Zealand, who lived in the sixteenth century. In his medical practice he had often taken advantage of this connecting artery to remove fainting women to consciousness. "The small artery is stretched forth from the heart unto this finger, the motion whereof you may perceive evidently in all that affects the heart in women, by the touch of your forefinger. I used to rub such as were fallen into a swoon by pinching this joint, and by rubbing the ring of gold with a little saffron; for, by this, a restoring force that is in it passeth to the heart, and refresheth the fountain of life, unto which this finger is joined. Wherefore antiquity thought fit to compass it about with gold. [801, 598, 942, 1129]
notice-correspondents-heading: NOTICE TO CORRESPONDENTS [36, 1043, 162, 1068]
poem-line: And I shall see that form again, and catch that loving smile; [664, 1878, 789, 1898]
news-item: Ormond Rifle Match.—Fresh overtures we hear, have been made by Captain Hardy in re the long-pending contest between his troop and the Bay of Plenty Mounted Volunteers. A communication was again sent to them by the last mail to the effect that the Poverty Bay men should either fire against the score already sent down, or on the spot of the Opotiki shooting, or the troops should fire again simultaneously, a day to be fixed so soon as a favorable reply be received, and the original conditions on which the misunderstanding occurred, have been accepted. We hope this dispute will now be amicably settled. [341, 195, 483, 366]
coach-notice-text: JOHN BIDGOOD in returning thanks to the Public for the liberal support hitherto accorded him, has to inform them that, on and after TUESDAY NEXT, the Royal Mail Coach will run on [954, 1088, 1096, 1145]
column-2 [189, 36, 336, 2461]
article-paragraph: And from the West. [657, 1128, 730, 1138]
for-sale-ad [955, 1320, 1096, 1386]
furniture-intro: MESSRS. ROBERTSON AND CO. Have been favored with instructions to offer by [954, 291, 1096, 320]
news-item: To Subscribers.—We beg to notify that the present number concludes the current quarter of the Standard. [188, 710, 329, 739]
poem-line: When I shall hail the welcome news—she's coming by-and-by; [664, 1917, 789, 1937]
furniture-signature: ROBERTSON & CO., [1012, 511, 1090, 521]
departures-heading: DEPARTURES. [68, 132, 129, 142]
billiard-subscribers: SUBSCRIBERS [983, 1420, 1068, 1432]
for-sale-signature: JOHN O'MEARA. [1026, 1370, 1090, 1380]
